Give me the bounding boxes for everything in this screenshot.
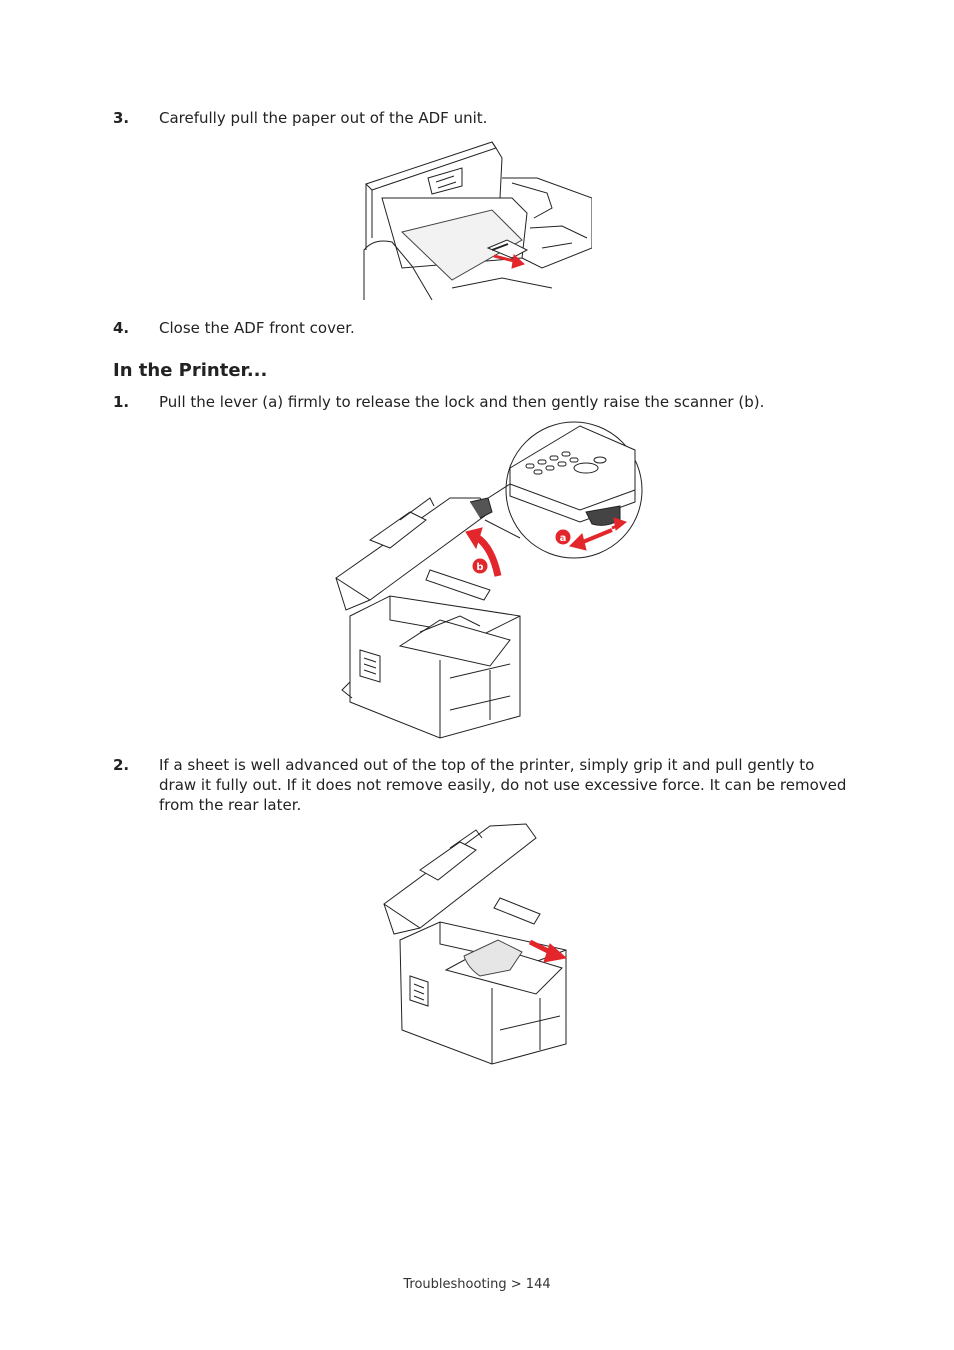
step-text: Close the ADF front cover. (159, 319, 355, 337)
page-footer: Troubleshooting > 144 (403, 1277, 551, 1292)
step-text: Carefully pull the paper out of the ADF unit. (159, 109, 488, 127)
section-heading: In the Printer... (113, 360, 268, 381)
step-number: 4. (113, 319, 130, 337)
callout-a: a (559, 533, 567, 544)
raise-scanner-illustration (330, 420, 650, 742)
callout-b: b (476, 562, 484, 573)
adf-paper-removal-illustration (362, 138, 592, 300)
step-number: 1. (113, 393, 130, 411)
step-text: If a sheet is well advanced out of the top of the printer, simply grip it and pull gently to draw it fully out. If it does not remove easily, do not use excessive force. It can be removed from the rear later. (159, 756, 847, 814)
step-text: Pull the lever (a) firmly to release the lock and then gently raise the scanner (b). (159, 393, 765, 411)
pull-sheet-illustration (380, 818, 580, 1068)
step-number: 2. (113, 756, 130, 774)
step-number: 3. (113, 109, 130, 127)
